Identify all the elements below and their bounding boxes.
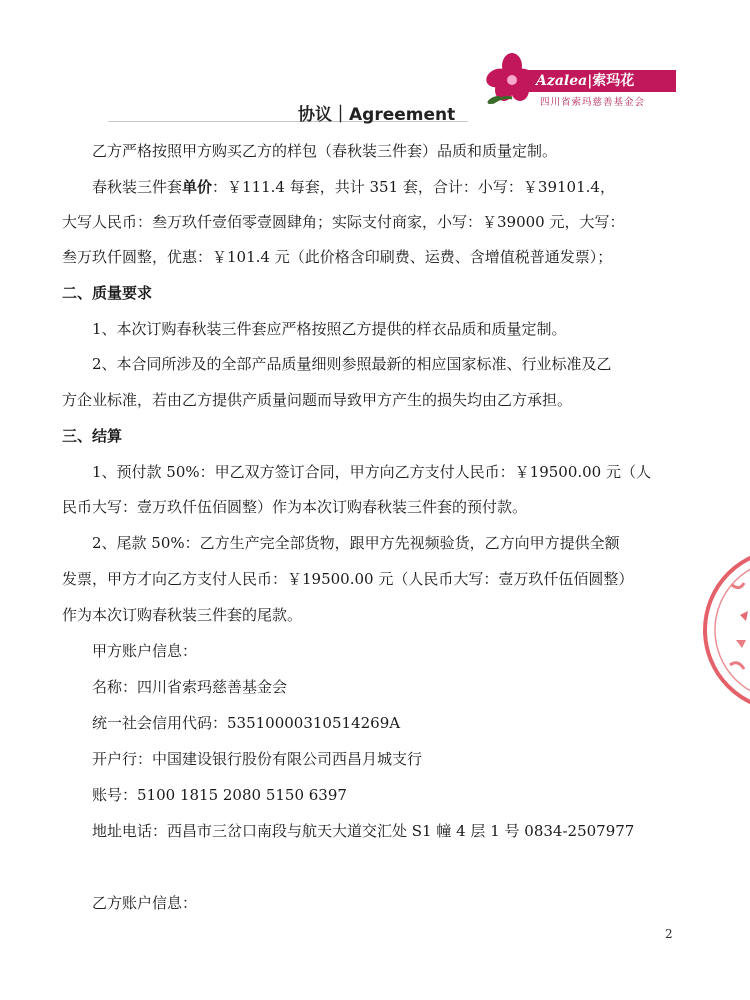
quality-item-1: 1、本次订购春秋装三件套应严格按照乙方提供的样衣品质和质量定制。	[92, 320, 567, 338]
party-b-account-title: 乙方账户信息：	[92, 894, 198, 912]
seal-stamp-icon	[700, 545, 750, 715]
logo-band: Azalea|索玛花	[526, 70, 676, 92]
quality-item-2-line-1: 2、本合同所涉及的全部产品质量细则参照最新的相应国家标准、行业标准及乙	[92, 355, 612, 373]
settlement-item-2-line-2: 发票，甲方才向乙方支付人民币：￥19500.00 元（人民币大写：壹万玖仟伍佰圆整）	[62, 570, 634, 588]
price-unit-label: 单价	[182, 178, 213, 196]
party-a-address-phone: 地址电话：西昌市三岔口南段与航天大道交汇处 S1 幢 4 层 1 号 0834-2507977	[92, 822, 635, 840]
settlement-item-1-line-1: 1、预付款 50%：甲乙双方签订合同，甲方向乙方支付人民币：￥19500.00 元（人	[92, 463, 651, 481]
settlement-item-2-line-1: 2、尾款 50%：乙方生产完全部货物，跟甲方先视频验货，乙方向甲方提供全额	[92, 534, 620, 552]
paragraph-1: 乙方严格按照甲方购买乙方的样包（春秋装三件套）品质和质量定制。	[92, 142, 558, 160]
price-item: 春秋装三件套	[92, 178, 183, 196]
price-line-3: 叁万玖仟圆整，优惠：￥101.4 元（此价格含印刷费、运费、含增值税普通发票）；	[62, 248, 613, 266]
logo-en: Azalea	[536, 73, 588, 89]
party-a-account-number: 账号：5100 1815 2080 5150 6397	[92, 786, 347, 804]
party-a-account-title: 甲方账户信息：	[92, 642, 198, 660]
section-heading-quality: 二、质量要求	[62, 284, 153, 302]
logo-org: 四川省索玛慈善基金会	[540, 97, 646, 108]
price-detail: ：￥111.4 每套，共计 351 套，合计：小写：￥39101.4，	[212, 178, 615, 196]
settlement-item-2-line-3: 作为本次订购春秋装三件套的尾款。	[62, 606, 303, 624]
page-title: 协议｜Agreement	[298, 105, 456, 125]
logo-cn: 索玛花	[592, 73, 635, 89]
logo	[482, 48, 682, 118]
price-line-1	[92, 176, 615, 198]
section-heading-settlement: 三、结算	[62, 427, 123, 445]
party-a-credit-code: 统一社会信用代码：53510000310514269A	[92, 714, 401, 732]
price-line-2: 大写人民币：叁万玖仟壹佰零壹圆肆角；实际支付商家，小写：￥39000 元，大写：	[62, 213, 625, 231]
quality-item-2-line-2: 方企业标准，若由乙方提供产质量问题而导致甲方产生的损失均由乙方承担。	[62, 391, 573, 409]
settlement-item-1-line-2: 民币大写：壹万玖仟伍佰圆整）作为本次订购春秋装三件套的预付款。	[62, 498, 528, 516]
party-a-bank: 开户行：中国建设银行股份有限公司西昌月城支行	[92, 750, 423, 768]
party-a-name: 名称：四川省索玛慈善基金会	[92, 678, 288, 696]
page-number: 2	[665, 927, 673, 941]
